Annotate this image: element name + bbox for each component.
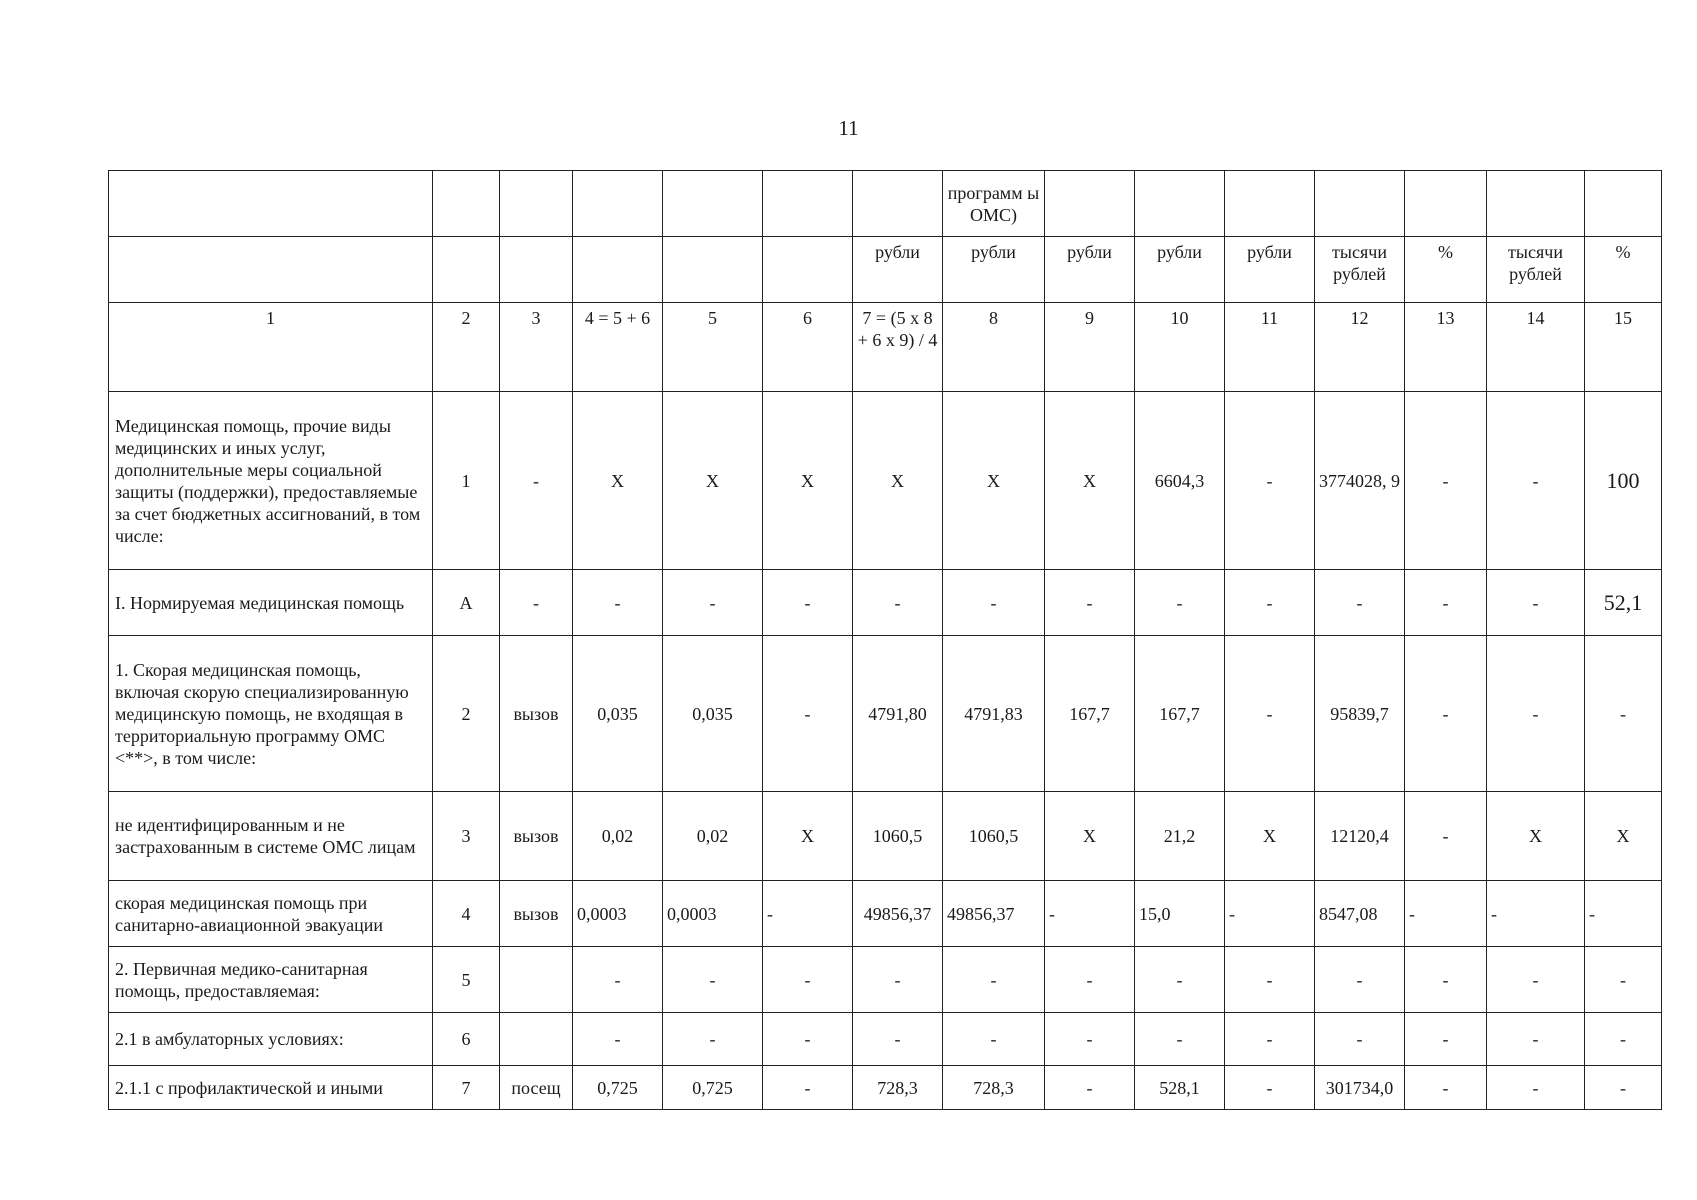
table-cell: -: [1405, 1013, 1487, 1066]
table-cell: 0,0003: [573, 881, 663, 947]
table-cell: -: [1225, 570, 1315, 636]
data-table: [108, 170, 1662, 1110]
table-cell: X: [1487, 792, 1585, 881]
header-cell: [109, 237, 433, 303]
table-cell: -: [1585, 1066, 1662, 1110]
header-cell: [1225, 171, 1315, 237]
header-cell: [1585, 171, 1662, 237]
table-cell: -: [853, 947, 943, 1013]
table-cell: -: [763, 1066, 853, 1110]
header-cell: [433, 171, 500, 237]
table-cell: 1060,5: [943, 792, 1045, 881]
table-row: [109, 792, 1662, 881]
table-cell: 0,035: [573, 636, 663, 792]
table-row: [109, 881, 1662, 947]
header-cell: [500, 171, 573, 237]
table-cell: -: [763, 636, 853, 792]
table-cell: 301734,0: [1315, 1066, 1405, 1110]
row-label-cell: не идентифицированным и не застрахованным в системе ОМС лицам: [109, 792, 433, 881]
table-cell: -: [1225, 1013, 1315, 1066]
table-cell: 52,1: [1585, 570, 1662, 636]
table-cell: посещ: [500, 1066, 573, 1110]
table-cell: -: [1487, 881, 1585, 947]
table-cell: 7: [433, 1066, 500, 1110]
table-cell: [500, 1013, 573, 1066]
table-cell: -: [1045, 570, 1135, 636]
column-number-cell: 12: [1315, 303, 1405, 392]
row-label-cell: Медицинская помощь, прочие виды медицинских и иных услуг, дополнительные меры социальной защиты (поддержки), предоставляемые за счет бюджетных ассигнований, в том числе:: [109, 392, 433, 570]
header-cell: рубли: [1135, 237, 1225, 303]
table-row: [109, 1013, 1662, 1066]
table-cell: -: [500, 570, 573, 636]
table-cell: 167,7: [1135, 636, 1225, 792]
header-cell: [663, 237, 763, 303]
column-number-cell: 3: [500, 303, 573, 392]
table-cell: -: [1135, 570, 1225, 636]
table-cell: 4791,83: [943, 636, 1045, 792]
table-cell: -: [763, 570, 853, 636]
table-cell: -: [663, 1013, 763, 1066]
row-label-cell: 2. Первичная медико-санитарная помощь, предоставляемая:: [109, 947, 433, 1013]
table-cell: 2: [433, 636, 500, 792]
page-number: 11: [838, 116, 859, 140]
header-row-units: [109, 237, 1662, 303]
column-number-cell: 5: [663, 303, 763, 392]
table-cell: X: [1585, 792, 1662, 881]
column-number-cell: 1: [109, 303, 433, 392]
header-cell: [1405, 171, 1487, 237]
header-cell: [763, 237, 853, 303]
table-cell: -: [1135, 1013, 1225, 1066]
table-cell: -: [853, 570, 943, 636]
table-cell: 6: [433, 1013, 500, 1066]
column-number-cell: 8: [943, 303, 1045, 392]
table-cell: 21,2: [1135, 792, 1225, 881]
header-cell: рубли: [943, 237, 1045, 303]
table-cell: 3: [433, 792, 500, 881]
table-cell: -: [1487, 1066, 1585, 1110]
header-cell: [1315, 171, 1405, 237]
column-number-cell: 4 = 5 + 6: [573, 303, 663, 392]
header-cell: рубли: [1045, 237, 1135, 303]
table-cell: -: [853, 1013, 943, 1066]
column-number-cell: 15: [1585, 303, 1662, 392]
table-cell: X: [1045, 792, 1135, 881]
table-cell: 728,3: [853, 1066, 943, 1110]
table-cell: -: [1315, 1013, 1405, 1066]
table-cell: X: [1045, 392, 1135, 570]
table-cell: -: [1405, 947, 1487, 1013]
column-number-cell: 13: [1405, 303, 1487, 392]
table-cell: 1: [433, 392, 500, 570]
table-cell: X: [853, 392, 943, 570]
table-cell: вызов: [500, 881, 573, 947]
row-label-cell: 1. Скорая медицинская помощь, включая скорую специализированную медицинскую помощь, не входящая в территориальную программу ОМС <**>, в том числе:: [109, 636, 433, 792]
column-number-cell: 2: [433, 303, 500, 392]
header-row-column-numbers: [109, 303, 1662, 392]
table-cell: 0,035: [663, 636, 763, 792]
table-cell: 528,1: [1135, 1066, 1225, 1110]
table-cell: вызов: [500, 792, 573, 881]
table-cell: -: [1405, 881, 1487, 947]
table-cell: -: [1225, 1066, 1315, 1110]
table-cell: -: [1405, 636, 1487, 792]
table-cell: -: [1585, 947, 1662, 1013]
table-cell: 0,725: [663, 1066, 763, 1110]
header-cell: [1135, 171, 1225, 237]
table-cell: X: [943, 392, 1045, 570]
header-cell: [1045, 171, 1135, 237]
table-cell: 100: [1585, 392, 1662, 570]
table-cell: -: [1045, 1066, 1135, 1110]
table-cell: -: [1405, 1066, 1487, 1110]
column-number-cell: 6: [763, 303, 853, 392]
table-cell: -: [1585, 881, 1662, 947]
table-cell: -: [1487, 392, 1585, 570]
table-cell: X: [1225, 792, 1315, 881]
table-cell: X: [763, 792, 853, 881]
header-cell: [500, 237, 573, 303]
row-label-cell: 2.1 в амбулаторных условиях:: [109, 1013, 433, 1066]
row-label-cell: 2.1.1 с профилактической и иными: [109, 1066, 433, 1110]
table-cell: X: [663, 392, 763, 570]
header-cell: [763, 171, 853, 237]
column-number-cell: 10: [1135, 303, 1225, 392]
table-cell: -: [1487, 636, 1585, 792]
table-cell: 12120,4: [1315, 792, 1405, 881]
table-cell: вызов: [500, 636, 573, 792]
table-cell: -: [1405, 570, 1487, 636]
table-cell: -: [573, 570, 663, 636]
table-row: [109, 947, 1662, 1013]
table-cell: 167,7: [1045, 636, 1135, 792]
table-cell: -: [1585, 636, 1662, 792]
table-cell: 0,02: [663, 792, 763, 881]
header-cell: рубли: [853, 237, 943, 303]
table-row: [109, 636, 1662, 792]
table-cell: 8547,08: [1315, 881, 1405, 947]
header-cell: %: [1405, 237, 1487, 303]
table-cell: -: [1405, 392, 1487, 570]
header-cell: тысячи рублей: [1315, 237, 1405, 303]
table-cell: -: [1225, 636, 1315, 792]
table-cell: 49856,37: [853, 881, 943, 947]
table-cell: -: [1045, 881, 1135, 947]
column-number-cell: 9: [1045, 303, 1135, 392]
header-cell: [433, 237, 500, 303]
table-cell: 0,02: [573, 792, 663, 881]
table-cell: X: [763, 392, 853, 570]
table-cell: -: [1045, 947, 1135, 1013]
header-cell: [573, 171, 663, 237]
table-cell: -: [1225, 947, 1315, 1013]
header-cell: [573, 237, 663, 303]
table-cell: X: [573, 392, 663, 570]
table-cell: 728,3: [943, 1066, 1045, 1110]
table-cell: -: [573, 1013, 663, 1066]
table-row: [109, 570, 1662, 636]
table-cell: А: [433, 570, 500, 636]
header-cell: %: [1585, 237, 1662, 303]
table-cell: -: [500, 392, 573, 570]
table-cell: -: [1487, 1013, 1585, 1066]
row-label-cell: I. Нормируемая медицинская помощь: [109, 570, 433, 636]
table-cell: 4: [433, 881, 500, 947]
table-cell: [500, 947, 573, 1013]
table-cell: 15,0: [1135, 881, 1225, 947]
table-cell: -: [1315, 947, 1405, 1013]
table-cell: 3774028, 9: [1315, 392, 1405, 570]
table-cell: 0,0003: [663, 881, 763, 947]
table-row: [109, 1066, 1662, 1110]
row-label-cell: скорая медицинская помощь при санитарно-авиационной эвакуации: [109, 881, 433, 947]
table-cell: -: [663, 947, 763, 1013]
table-cell: -: [1225, 881, 1315, 947]
table-cell: -: [1487, 570, 1585, 636]
table-cell: 5: [433, 947, 500, 1013]
table-cell: -: [1405, 792, 1487, 881]
header-cell: программ ы ОМС): [943, 171, 1045, 237]
column-number-cell: 7 = (5 х 8 + 6 х 9) / 4: [853, 303, 943, 392]
table-cell: -: [663, 570, 763, 636]
table-cell: -: [943, 1013, 1045, 1066]
table-cell: -: [943, 570, 1045, 636]
table-cell: -: [763, 881, 853, 947]
table-cell: -: [1315, 570, 1405, 636]
table-cell: 4791,80: [853, 636, 943, 792]
table-cell: 0,725: [573, 1066, 663, 1110]
column-number-cell: 11: [1225, 303, 1315, 392]
table-cell: -: [1045, 1013, 1135, 1066]
table-cell: -: [1225, 392, 1315, 570]
header-cell: [1487, 171, 1585, 237]
table-cell: -: [573, 947, 663, 1013]
table-cell: -: [943, 947, 1045, 1013]
table-cell: -: [1487, 947, 1585, 1013]
table-cell: -: [1585, 1013, 1662, 1066]
header-cell: [109, 171, 433, 237]
header-cell: тысячи рублей: [1487, 237, 1585, 303]
column-number-cell: 14: [1487, 303, 1585, 392]
table-cell: 95839,7: [1315, 636, 1405, 792]
table-cell: 49856,37: [943, 881, 1045, 947]
table-cell: 1060,5: [853, 792, 943, 881]
header-cell: [853, 171, 943, 237]
header-cell: рубли: [1225, 237, 1315, 303]
table-cell: -: [763, 1013, 853, 1066]
table-cell: -: [763, 947, 853, 1013]
table-cell: 6604,3: [1135, 392, 1225, 570]
header-row-1: [109, 171, 1662, 237]
table-row: [109, 392, 1662, 570]
table-cell: -: [1135, 947, 1225, 1013]
header-cell: [663, 171, 763, 237]
